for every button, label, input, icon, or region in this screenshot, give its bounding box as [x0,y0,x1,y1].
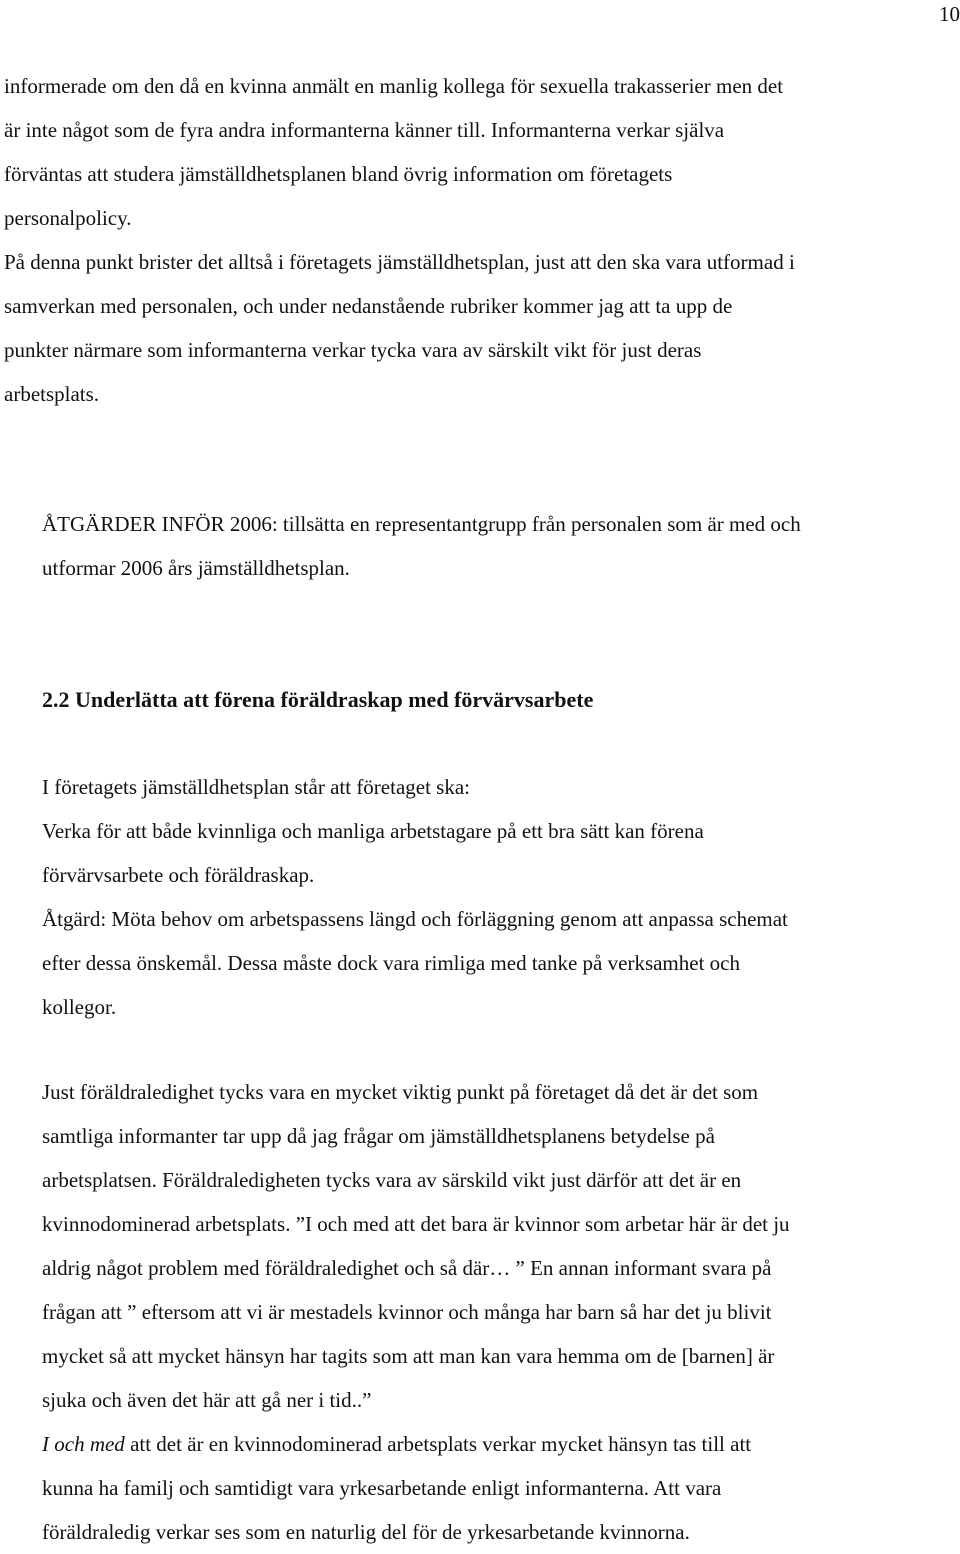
text-line: På denna punkt brister det alltså i företagets jämställdhetsplan, just att den ska vara utformad i [4,250,795,274]
text-line: kunna ha familj och samtidigt vara yrkesarbetande enligt informanterna. Att vara [42,1476,722,1500]
text-line: frågan att ” eftersom att vi är mestadels kvinnor och många har barn så har det ju blivit [42,1300,772,1324]
text-line: mycket så att mycket hänsyn har tagits som att man kan vara hemma om de [barnen] är [42,1344,775,1368]
text-line: utformar 2006 års jämställdhetsplan. [42,556,350,580]
text-line: punkter närmare som informanterna verkar tycka vara av särskilt vikt för just deras [4,338,702,362]
text-segment: att det är en kvinnodominerad arbetsplats verkar mycket hänsyn tas till att [124,1432,752,1456]
text-line: samtliga informanter tar upp då jag frågar om jämställdhetsplanens betydelse på [42,1124,715,1148]
text-line: arbetsplats. [4,382,100,406]
text-line: Just föräldraledighet tycks vara en mycket viktig punkt på företaget då det är det som [42,1080,759,1104]
text-line: efter dessa önskemål. Dessa måste dock vara rimliga med tanke på verksamhet och [42,951,740,975]
paragraph-parental-leave [42,1070,790,1554]
text-line: föräldraledig verkar ses som en naturlig del för de yrkesarbetande kvinnorna. [42,1520,690,1544]
italic-phrase: I och med [42,1432,125,1456]
text-line [42,1422,790,1466]
page-number: 10 [939,2,960,26]
text-line: är inte något som de fyra andra informanterna känner till. Informanterna verkar själva [4,118,725,142]
text-line: aldrig något problem med föräldraledighet och så där… ” En annan informant svara på [42,1256,772,1280]
text-line: kollegor. [42,995,117,1019]
plan-section [42,765,788,1029]
text-line: förvärvsarbete och föräldraskap. [42,863,315,887]
section-heading: 2.2 Underlätta att förena föräldraskap med förvärvsarbete [42,687,594,712]
text-line: arbetsplatsen. Föräldraledigheten tycks vara av särskild vikt just därför att det är en [42,1168,742,1192]
text-line: informerade om den då en kvinna anmält en manlig kollega för sexuella trakasserier men det [4,74,784,98]
text-line: Åtgärd: Möta behov om arbetspassens längd och förläggning genom att anpassa schemat [42,907,788,931]
action-2006 [42,502,801,590]
text-line: I företagets jämställdhetsplan står att företaget ska: [42,775,471,799]
paragraph-plan-shortcoming [4,240,795,416]
text-line: personalpolicy. [4,206,132,230]
text-line: Verka för att både kvinnliga och manliga arbetstagare på ett bra sätt kan förena [42,819,704,843]
paragraph-informants [4,64,783,240]
text-line: ÅTGÄRDER INFÖR 2006: tillsätta en representantgrupp från personalen som är med och [42,512,801,536]
text-line: kvinnodominerad arbetsplats. ”I och med att det bara är kvinnor som arbetar här är det ju [42,1212,790,1236]
text-line: förväntas att studera jämställdhetsplanen bland övrig information om företagets [4,162,673,186]
text-line: sjuka och även det här att gå ner i tid..” [42,1388,372,1412]
text-line: samverkan med personalen, och under nedanstående rubriker kommer jag att ta upp de [4,294,733,318]
